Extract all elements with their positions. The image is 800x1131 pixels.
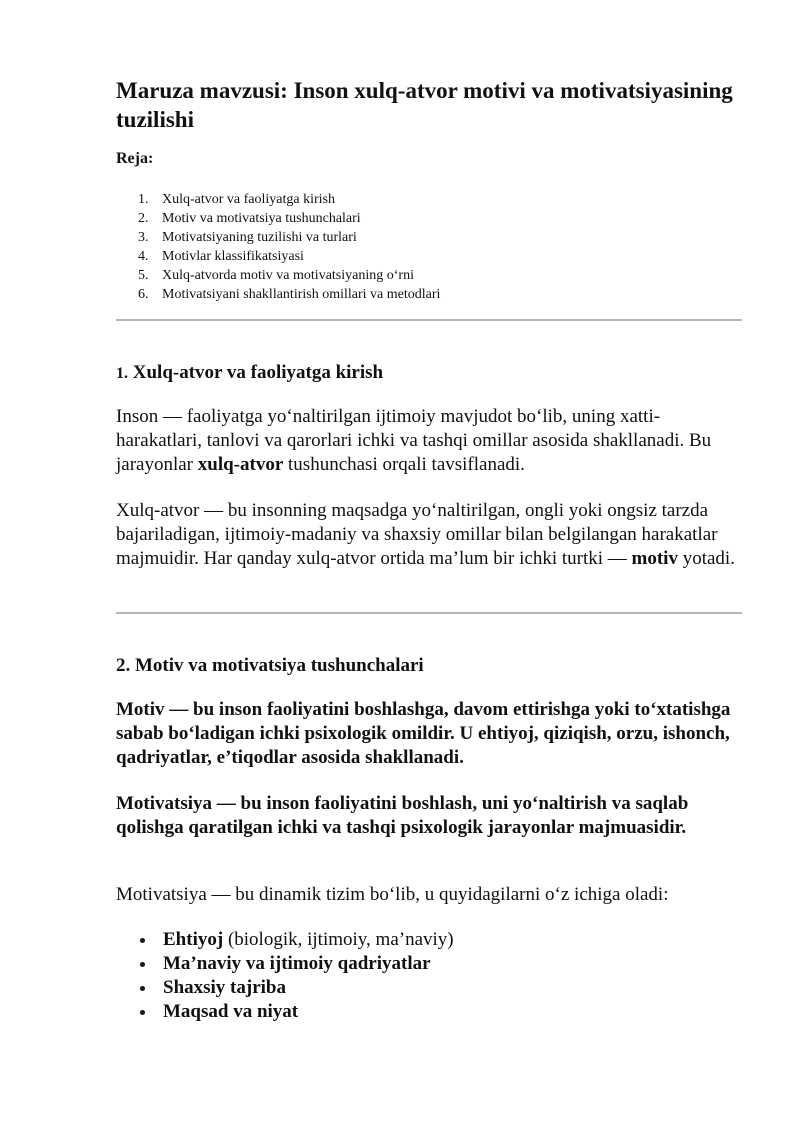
motivation-components-list [116, 928, 716, 1024]
section-1-paragraph-1 [116, 405, 746, 477]
section-1-title: Xulq-atvor va faoliyatga kirish [132, 362, 384, 383]
list-item [116, 928, 716, 952]
section-2-heading: 2. Motiv va motivatsiya tushunchalari [116, 655, 424, 676]
bullet-icon [140, 1010, 145, 1015]
list-item [116, 952, 716, 976]
plan-item-number: 3. [138, 230, 149, 245]
plan-list [116, 190, 716, 304]
plan-item [116, 285, 716, 304]
plan-item-number: 2. [138, 211, 149, 226]
page-title: Maruza mavzusi: Inson xulq-atvor motivi va motivatsiyasining tuzilishi [116, 78, 733, 132]
plan-item-text: Motivatsiyani shakllantirish omillari va metodlari [162, 287, 441, 302]
section-1-heading [116, 361, 383, 386]
motiv-definition: Motiv — bu inson faoliyatini boshlashga, davom ettirishga yoki to‘xtatishga sabab bo‘ladigan ichki psixologik omildir. U ehtiyoj, qiziqish, orzu, ishonch, qadriyatlar, e’tiqodlar asosida shakllanadi. [116, 699, 731, 768]
plan-item [116, 247, 716, 266]
bullet-icon [140, 986, 145, 991]
plan-item-number: 6. [138, 287, 149, 302]
list-item-bold: Maqsad va niyat [163, 1001, 299, 1022]
bullet-icon [140, 938, 145, 943]
plan-item-text: Motivlar klassifikatsiyasi [162, 249, 304, 264]
list-item-bold: Shaxsiy tajriba [163, 977, 286, 998]
plan-item [116, 266, 716, 285]
plan-item-number: 4. [138, 249, 149, 264]
plan-item-number: 5. [138, 268, 149, 283]
plan-item [116, 209, 716, 228]
section-1-number: 1. [116, 365, 128, 382]
horizontal-divider [116, 612, 742, 614]
plan-item-number: 1. [138, 192, 149, 207]
plan-item-text: Xulq-atvor va faoliyatga kirish [162, 192, 336, 207]
motivatsiya-intro: Motivatsiya — bu dinamik tizim bo‘lib, u quyidagilarni o‘z ichiga oladi: [116, 884, 669, 905]
bold-term: xulq-atvor [197, 454, 284, 475]
section-1-paragraph-2 [116, 499, 746, 571]
plan-item [116, 190, 716, 209]
paragraph-text: Xulq-atvor — bu insonning maqsadga yo‘naltirilgan, ongli yoki ongsiz tarzda bajariladigan, ijtimoiy-madaniy va shaxsiy omillar bilan belgilangan harakatlar majmuidir. Har qanday xulq-atvor ortida ma’lum bir ichki turtki — [116, 500, 718, 569]
plan-item-text: Motiv va motivatsiya tushunchalari [162, 211, 361, 226]
horizontal-divider [116, 319, 742, 321]
list-item-text: (biologik, ijtimoiy, ma’naviy) [223, 929, 454, 950]
paragraph-text: yotadi. [677, 548, 735, 569]
paragraph-text: Inson — faoliyatga yo‘naltirilgan ijtimoiy mavjudot bo‘lib, uning xatti-harakatlari, tanlovi va qarorlari ichki va tashqi omillar asosida shakllanadi. Bu jarayonlar [116, 406, 712, 475]
bold-term: motiv [631, 548, 678, 569]
plan-item-text: Motivatsiyaning tuzilishi va turlari [162, 230, 357, 245]
bullet-icon [140, 962, 145, 967]
plan-item [116, 228, 716, 247]
paragraph-text: tushunchasi orqali tavsiflanadi. [283, 454, 525, 475]
list-item [116, 1000, 716, 1024]
plan-item-text: Xulq-atvorda motiv va motivatsiyaning o‘rni [162, 268, 414, 283]
plan-heading: Reja: [116, 150, 154, 167]
list-item-bold: Ma’naviy va ijtimoiy qadriyatlar [163, 953, 431, 974]
list-item-bold: Ehtiyoj [163, 929, 224, 950]
motivatsiya-definition: Motivatsiya — bu inson faoliyatini boshlash, uni yo‘naltirish va saqlab qolishga qaratilgan ichki va tashqi psixologik jarayonlar majmuasidir. [116, 793, 689, 838]
list-item [116, 976, 716, 1000]
